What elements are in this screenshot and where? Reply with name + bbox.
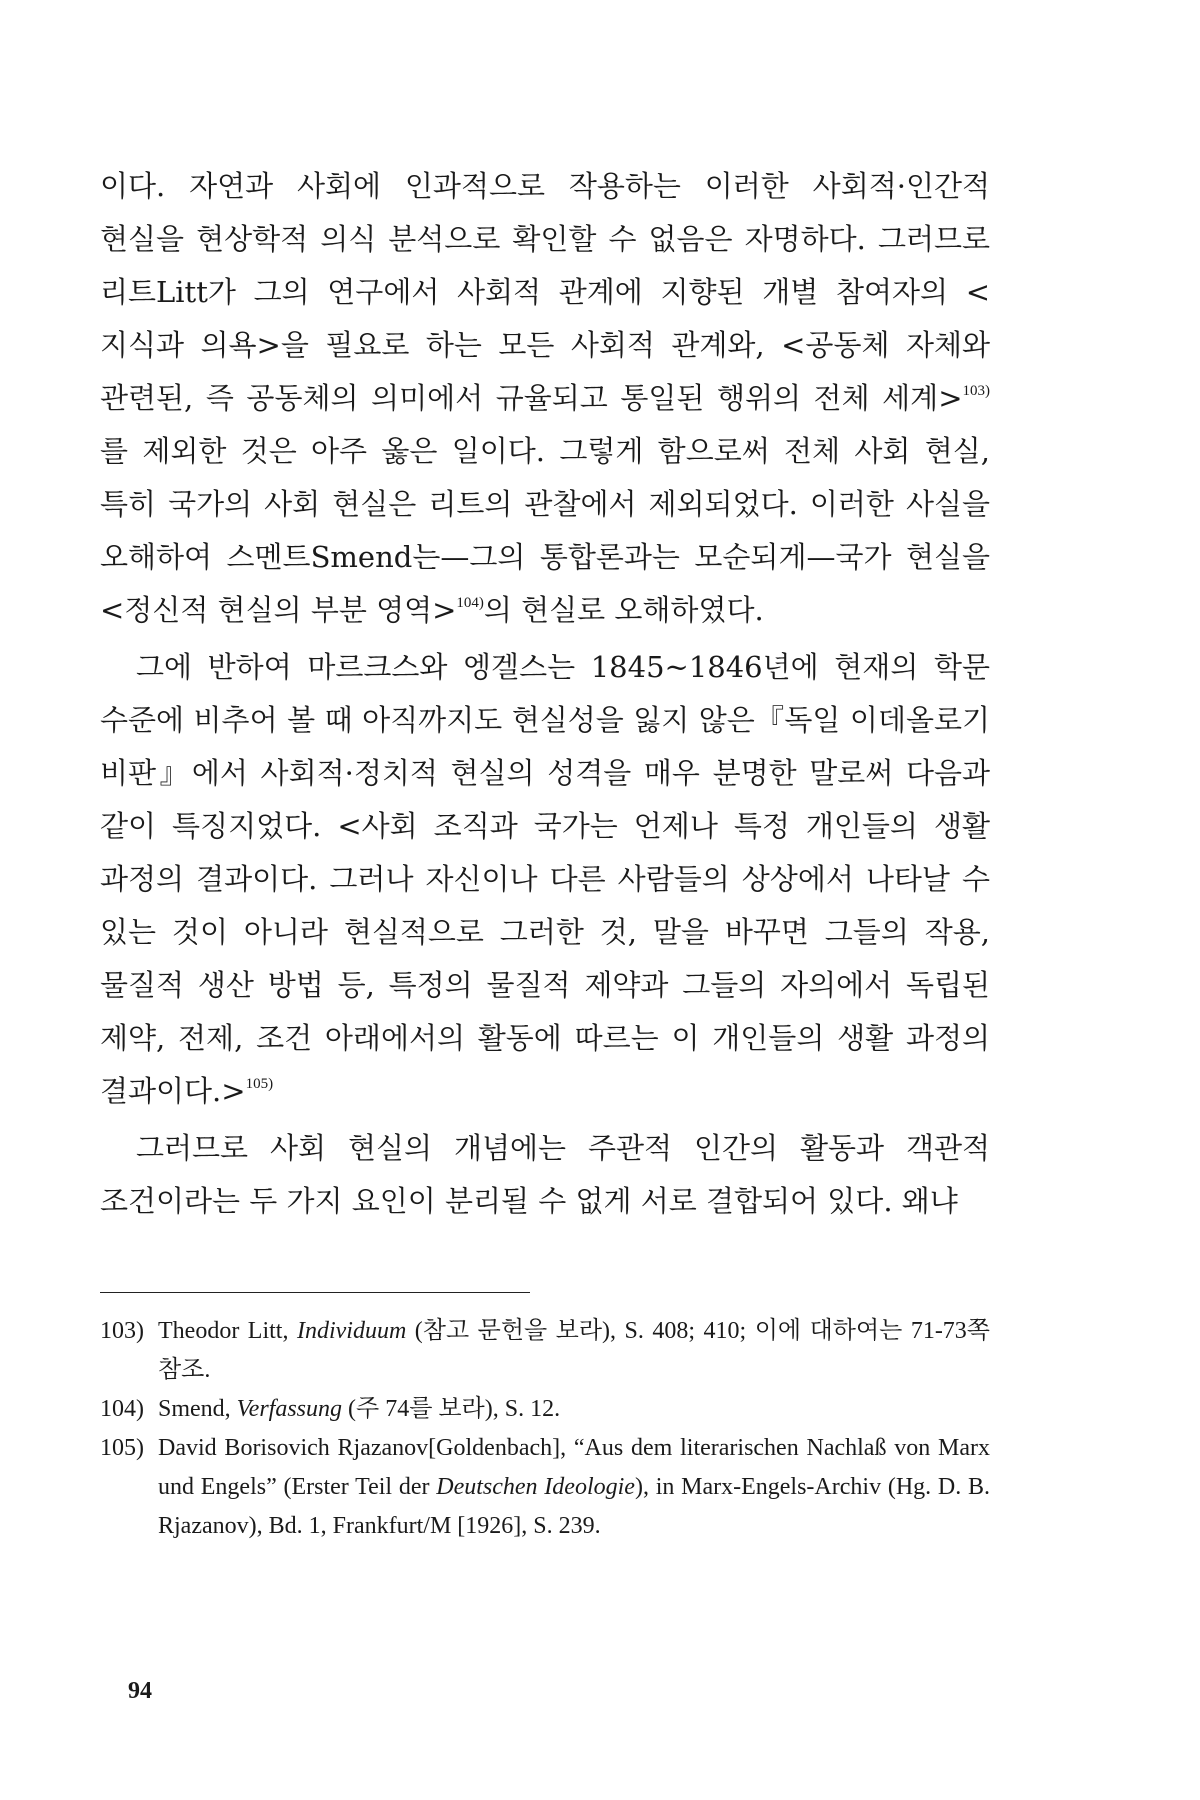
footnote-text [158, 1429, 990, 1546]
paragraph-1-text-b: 를 제외한 것은 아주 옳은 일이다. 그렇게 함으로써 전체 사회 현실, 특히 국가의 사회 현실은 리트의 관찰에서 제외되었다. 이러한 사실을 오해하여 스멘트Smend는—그의 통합론과는 모순되게—국가 현실을 <정신적 현실의 부분 영역> [100, 434, 990, 627]
footnote-title: Deutschen Ideologie [436, 1474, 635, 1500]
footnote-text-pre: Theodor Litt, [158, 1318, 297, 1344]
page-number: 94 [128, 1678, 152, 1704]
footnotes [100, 1312, 990, 1546]
footnote-number: 105) [100, 1435, 144, 1461]
footnote-text-post: ), in Marx-Engels-Archiv (Hg. D. B. Rjazanov), Bd. 1, Frankfurt/M [1926], S. 239. [158, 1474, 991, 1539]
footnote-text [158, 1390, 990, 1429]
footnote-title: Verfassung [236, 1396, 343, 1422]
footnote-ref-104[interactable]: 104) [456, 595, 484, 611]
footnote-divider [100, 1292, 530, 1293]
footnote-105 [100, 1429, 990, 1546]
footnote-text-post: (참고 문헌을 보라), S. 408; 410; 이에 대하여는 71-73쪽 참조. [158, 1318, 990, 1383]
paragraph-2 [100, 641, 990, 1118]
footnote-ref-103[interactable]: 103) [962, 383, 990, 399]
footnote-ref-105[interactable]: 105) [245, 1076, 274, 1092]
footnote-text-pre: Smend, [158, 1396, 237, 1422]
footnote-number: 104) [100, 1396, 144, 1422]
footnote-title: Individuum [296, 1318, 407, 1344]
paragraph-1-text-c: 의 현실로 오해하였다. [483, 593, 764, 627]
paragraph-3: 그러므로 사회 현실의 개념에는 주관적 인간의 활동과 객관적 조건이라는 두 가지 요인이 분리될 수 없게 서로 결합되어 있다. 왜냐 [100, 1131, 990, 1218]
footnote-number: 103) [100, 1318, 144, 1344]
footnote-104 [100, 1390, 990, 1429]
footnote-text-pre: David Borisovich Rjazanov[Goldenbach], “Aus dem literarischen Nachlaß von Marx und Engels” (Erster Teil der [158, 1435, 990, 1500]
paragraph-1 [100, 160, 990, 637]
body-text [100, 160, 990, 1228]
footnote-103 [100, 1312, 990, 1390]
footnote-text-post: (주 74를 보라), S. 12. [342, 1396, 561, 1422]
paragraph-1-text-a: 이다. 자연과 사회에 인과적으로 작용하는 이러한 사회적·인간적 현실을 현상학적 의식 분석으로 확인할 수 없음은 자명하다. 그러므로 리트Litt가 그의 연구에서 사회적 관계에 지향된 개별 참여자의 <지식과 의욕>을 필요로 하는 모든 사회적 관계와, <공동체 자체와 관련된, 즉 공동체의 의미에서 규율되고 통일된 행위의 전체 세계> [100, 169, 990, 415]
paragraph-2-text: 그에 반하여 마르크스와 엥겔스는 1845~1846년에 현재의 학문 수준에 비추어 볼 때 아직까지도 현실성을 잃지 않은『독일 이데올로기 비판』에서 사회적·정치적 현실의 성격을 매우 분명한 말로써 다음과 같이 특징지었다. <사회 조직과 국가는 언제나 특정 개인들의 생활 과정의 결과이다. 그러나 자신이나 다른 사람들의 상상에서 나타날 수 있는 것이 아니라 현실적으로 그러한 것, 말을 바꾸면 그들의 작용, 물질적 생산 방법 등, 특정의 물질적 제약과 그들의 자의에서 독립된 제약, 전제, 조건 아래에서의 활동에 따르는 이 개인들의 생활 과정의 결과이다.> [100, 650, 990, 1108]
footnote-text [158, 1312, 990, 1390]
